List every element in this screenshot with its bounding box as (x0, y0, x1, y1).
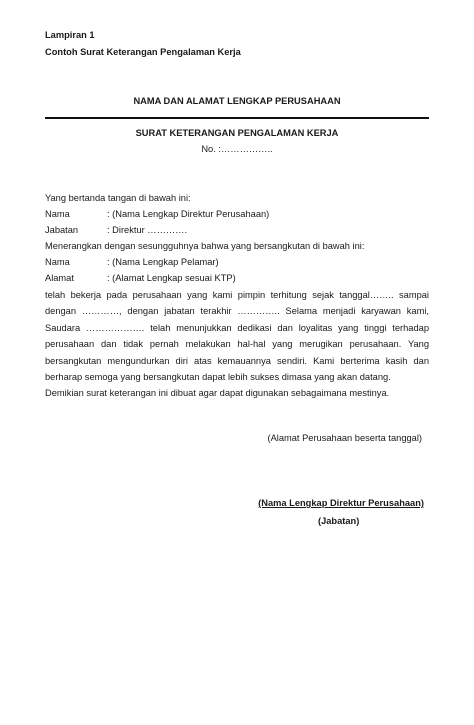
body-line: perusahaan dan tidak pernah melakukan hal-hal yang merugikan perusahaan. Yang (45, 339, 429, 350)
signatory-name: (Nama Lengkap Direktur Perusahaan) (258, 498, 424, 508)
body-line: telah bekerja pada perusahaan yang kami pimpin terhitung sejak tanggal…….. sampai (45, 290, 429, 300)
appendix-subtitle: Contoh Surat Keterangan Pengalaman Kerja (45, 47, 241, 57)
closing-text: Demikian surat keterangan ini dibuat agar dapat digunakan sebagaimana mestinya. (45, 388, 390, 399)
intro-text: Yang bertanda tangan di bawah ini: (45, 193, 191, 203)
appendix-label: Lampiran 1 (45, 30, 95, 40)
employee-name-value: : (Nama Lengkap Pelamar) (107, 257, 219, 267)
place-and-date: (Alamat Perusahaan beserta tanggal) (267, 433, 422, 443)
body-line: Saudara ………………. telah menunjukkan dedikasi dan loyalitas yang tinggi terhadap (45, 322, 429, 333)
declaration-text: Menerangkan dengan sesungguhnya bahwa yang bersangkutan di bawah ini: (45, 241, 365, 251)
signer-name-label: Nama (45, 209, 70, 219)
employee-address-label: Alamat (45, 273, 74, 283)
body-line: berharap semoga yang bersangkutan dapat lebih sukses dimasa yang akan datang. (45, 371, 391, 382)
letter-title: SURAT KETERANGAN PENGALAMAN KERJA (135, 128, 339, 138)
letterhead-divider (45, 117, 429, 119)
body-line: dengan …………, dengan jabatan terakhir ………….. Selama menjadi karyawan kami, (45, 306, 429, 317)
employee-address-value: : (Alamat Lengkap sesuai KTP) (107, 273, 236, 283)
body-line: bersangkutan mengundurkan diri atas kemauannya sendiri. Kami berterima kasih dan (45, 355, 429, 366)
signer-name-value: : (Nama Lengkap Direktur Perusahaan) (107, 209, 270, 219)
employee-name-label: Nama (45, 257, 70, 267)
signatory-title: (Jabatan) (318, 516, 360, 526)
signer-position-label: Jabatan (45, 225, 79, 235)
signer-position-value: : Direktur …………. (107, 225, 188, 235)
company-heading: NAMA DAN ALAMAT LENGKAP PERUSAHAAN (133, 96, 341, 106)
letter-number: No. :…………….. (201, 144, 273, 154)
body-paragraph (45, 290, 429, 405)
